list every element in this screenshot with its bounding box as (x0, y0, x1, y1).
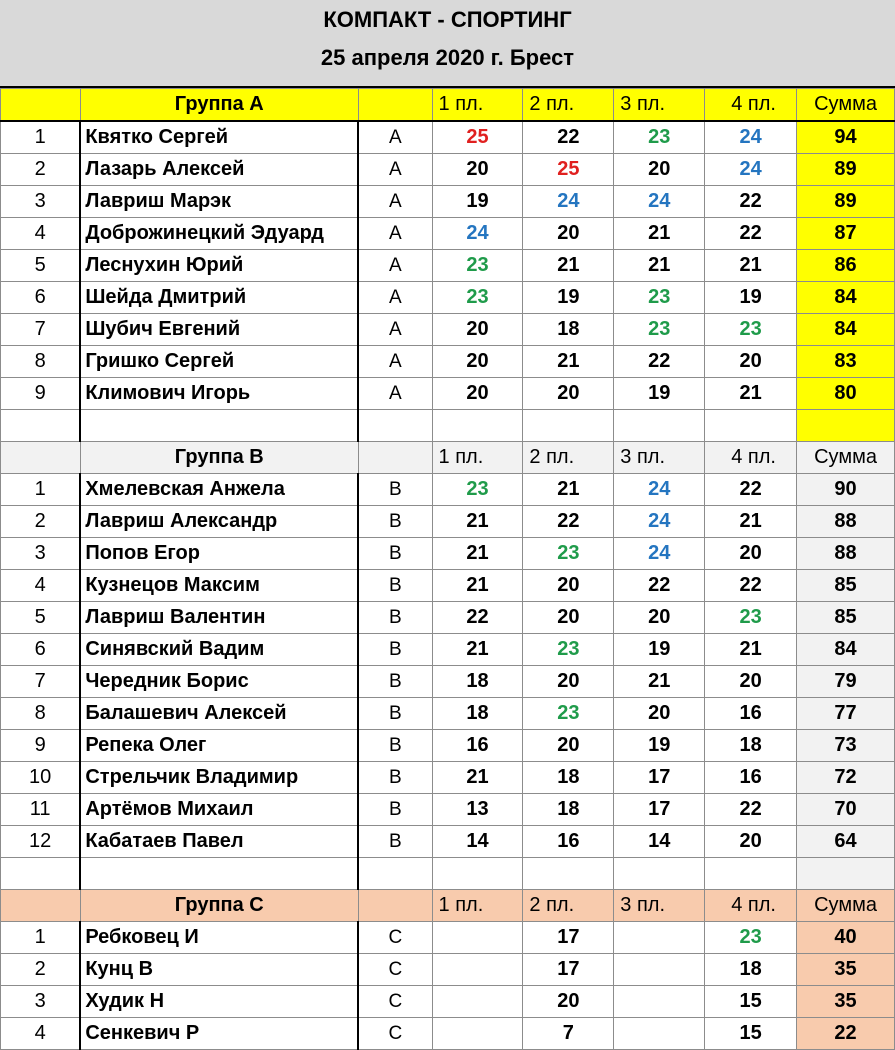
score-round-2: 17 (523, 922, 614, 954)
results-table (0, 88, 895, 1050)
spacer-cell (1, 858, 81, 890)
spacer-cell (432, 410, 523, 442)
table-row (1, 314, 895, 346)
score-round-4: 15 (705, 986, 797, 1018)
score-round-4: 22 (705, 474, 797, 506)
total-score: 70 (797, 794, 895, 826)
shooter-name: Стрельчик Владимир (80, 762, 358, 794)
shooter-name: Леснухин Юрий (80, 250, 358, 282)
header-blank (1, 442, 81, 474)
score-round-1: 25 (432, 121, 523, 154)
total-score: 85 (797, 570, 895, 602)
table-row (1, 474, 895, 506)
row-number: 3 (1, 538, 81, 570)
row-number: 7 (1, 666, 81, 698)
row-number: 4 (1, 218, 81, 250)
score-round-2: 24 (523, 186, 614, 218)
shooter-name: Гришко Сергей (80, 346, 358, 378)
total-score: 79 (797, 666, 895, 698)
score-round-3: 24 (614, 186, 705, 218)
table-row (1, 986, 895, 1018)
score-round-3: 19 (614, 378, 705, 410)
score-round-1: 23 (432, 474, 523, 506)
score-round-1: 18 (432, 666, 523, 698)
score-round-3: 17 (614, 794, 705, 826)
row-number: 1 (1, 474, 81, 506)
score-round-2: 21 (523, 474, 614, 506)
header-blank (1, 890, 81, 922)
score-round-3: 19 (614, 730, 705, 762)
group-letter: С (358, 954, 432, 986)
spacer-row (1, 858, 895, 890)
total-score: 80 (797, 378, 895, 410)
group-letter: В (358, 538, 432, 570)
score-round-1: 19 (432, 186, 523, 218)
score-round-1: 23 (432, 282, 523, 314)
score-round-1 (432, 986, 523, 1018)
score-round-4: 24 (705, 154, 797, 186)
total-score: 88 (797, 538, 895, 570)
group-letter: А (358, 282, 432, 314)
page-subtitle: 25 апреля 2020 г. Брест (320, 45, 575, 70)
score-round-1 (432, 922, 523, 954)
score-round-2: 22 (523, 506, 614, 538)
score-round-4: 23 (705, 922, 797, 954)
total-score: 83 (797, 346, 895, 378)
column-header-round-1: 1 пл. (432, 442, 523, 474)
group-letter: А (358, 186, 432, 218)
row-number: 5 (1, 250, 81, 282)
score-round-4: 22 (705, 186, 797, 218)
row-number: 3 (1, 186, 81, 218)
column-header-round-4: 4 пл. (705, 890, 797, 922)
table-row (1, 218, 895, 250)
score-round-1: 21 (432, 634, 523, 666)
total-score: 90 (797, 474, 895, 506)
score-round-1: 21 (432, 538, 523, 570)
score-round-4: 23 (705, 602, 797, 634)
row-number: 4 (1, 570, 81, 602)
column-header-round-3: 3 пл. (614, 890, 705, 922)
score-round-4: 20 (705, 346, 797, 378)
score-round-3: 21 (614, 666, 705, 698)
score-round-2: 16 (523, 826, 614, 858)
score-round-3 (614, 986, 705, 1018)
total-score: 89 (797, 186, 895, 218)
score-round-2: 17 (523, 954, 614, 986)
shooter-name: Попов Егор (80, 538, 358, 570)
row-number: 7 (1, 314, 81, 346)
row-number: 9 (1, 378, 81, 410)
shooter-name: Ребковец И (80, 922, 358, 954)
score-round-4: 18 (705, 730, 797, 762)
group-header-row (1, 89, 895, 122)
table-row (1, 698, 895, 730)
score-round-4: 21 (705, 634, 797, 666)
column-header-round-4: 4 пл. (705, 442, 797, 474)
shooter-name: Кузнецов Максим (80, 570, 358, 602)
column-header-round-2: 2 пл. (523, 89, 614, 122)
score-round-4: 19 (705, 282, 797, 314)
score-round-4: 21 (705, 378, 797, 410)
row-number: 6 (1, 282, 81, 314)
score-round-2: 20 (523, 986, 614, 1018)
shooter-name: Худик Н (80, 986, 358, 1018)
table-row (1, 826, 895, 858)
spacer-cell (1, 410, 81, 442)
table-row (1, 570, 895, 602)
table-row (1, 634, 895, 666)
score-round-2: 20 (523, 378, 614, 410)
group-name: Группа С (80, 890, 358, 922)
group-letter: В (358, 474, 432, 506)
total-score: 84 (797, 314, 895, 346)
total-score: 94 (797, 121, 895, 154)
shooter-name: Чередник Борис (80, 666, 358, 698)
group-letter: В (358, 602, 432, 634)
score-round-2: 21 (523, 250, 614, 282)
score-round-3: 23 (614, 282, 705, 314)
column-header-round-1: 1 пл. (432, 89, 523, 122)
score-round-3 (614, 1018, 705, 1050)
group-letter: В (358, 730, 432, 762)
header-blank (358, 442, 432, 474)
shooter-name: Лавриш Александр (80, 506, 358, 538)
column-header-round-4: 4 пл. (705, 89, 797, 122)
score-round-1: 20 (432, 154, 523, 186)
table-row (1, 250, 895, 282)
table-row (1, 154, 895, 186)
row-number: 1 (1, 121, 81, 154)
table-row (1, 121, 895, 154)
score-round-3: 14 (614, 826, 705, 858)
table-row (1, 378, 895, 410)
total-score: 40 (797, 922, 895, 954)
column-header-round-2: 2 пл. (523, 890, 614, 922)
table-row (1, 794, 895, 826)
row-number: 1 (1, 922, 81, 954)
score-round-4: 16 (705, 762, 797, 794)
score-round-3: 23 (614, 121, 705, 154)
group-letter: А (358, 154, 432, 186)
total-score: 87 (797, 218, 895, 250)
row-number: 8 (1, 698, 81, 730)
score-round-4: 20 (705, 538, 797, 570)
score-round-3: 21 (614, 250, 705, 282)
score-round-3 (614, 954, 705, 986)
total-score: 86 (797, 250, 895, 282)
score-round-4: 22 (705, 794, 797, 826)
total-score: 22 (797, 1018, 895, 1050)
score-round-2: 20 (523, 666, 614, 698)
group-letter: А (358, 250, 432, 282)
shooter-name: Шубич Евгений (80, 314, 358, 346)
score-round-4: 20 (705, 666, 797, 698)
score-round-2: 25 (523, 154, 614, 186)
spacer-cell (80, 410, 358, 442)
total-score: 88 (797, 506, 895, 538)
score-round-1: 18 (432, 698, 523, 730)
row-number: 5 (1, 602, 81, 634)
score-round-1: 23 (432, 250, 523, 282)
group-letter: С (358, 986, 432, 1018)
table-row (1, 1018, 895, 1050)
score-round-2: 20 (523, 570, 614, 602)
table-row (1, 730, 895, 762)
total-score: 35 (797, 954, 895, 986)
score-round-1: 21 (432, 506, 523, 538)
group-letter: А (358, 314, 432, 346)
score-round-1: 14 (432, 826, 523, 858)
group-header-row (1, 890, 895, 922)
score-round-1: 22 (432, 602, 523, 634)
score-round-4: 16 (705, 698, 797, 730)
score-round-3: 20 (614, 154, 705, 186)
score-round-2: 23 (523, 634, 614, 666)
group-letter: А (358, 218, 432, 250)
row-number: 6 (1, 634, 81, 666)
score-round-3: 24 (614, 506, 705, 538)
score-round-2: 18 (523, 762, 614, 794)
score-round-2: 20 (523, 218, 614, 250)
score-round-1 (432, 954, 523, 986)
total-score: 84 (797, 634, 895, 666)
column-header-sum: Сумма (797, 442, 895, 474)
shooter-name: Шейда Дмитрий (80, 282, 358, 314)
shooter-name: Кунц В (80, 954, 358, 986)
group-name: Группа В (80, 442, 358, 474)
row-number: 8 (1, 346, 81, 378)
score-round-2: 18 (523, 314, 614, 346)
row-number: 9 (1, 730, 81, 762)
score-round-2: 18 (523, 794, 614, 826)
group-letter: В (358, 506, 432, 538)
total-score: 64 (797, 826, 895, 858)
shooter-name: Артёмов Михаил (80, 794, 358, 826)
total-score: 85 (797, 602, 895, 634)
total-score: 35 (797, 986, 895, 1018)
score-round-3: 19 (614, 634, 705, 666)
group-letter: В (358, 826, 432, 858)
score-round-1: 20 (432, 314, 523, 346)
score-round-1: 21 (432, 570, 523, 602)
score-round-2: 22 (523, 121, 614, 154)
shooter-name: Кабатаев Павел (80, 826, 358, 858)
column-header-round-1: 1 пл. (432, 890, 523, 922)
score-round-2: 19 (523, 282, 614, 314)
table-row (1, 186, 895, 218)
group-letter: В (358, 762, 432, 794)
score-round-2: 23 (523, 538, 614, 570)
score-round-4: 23 (705, 314, 797, 346)
spacer-cell (797, 858, 895, 890)
column-header-round-3: 3 пл. (614, 89, 705, 122)
shooter-name: Лазарь Алексей (80, 154, 358, 186)
row-number: 12 (1, 826, 81, 858)
row-number: 2 (1, 954, 81, 986)
total-score: 77 (797, 698, 895, 730)
shooter-name: Лавриш Валентин (80, 602, 358, 634)
table-row (1, 922, 895, 954)
row-number: 3 (1, 986, 81, 1018)
score-round-1 (432, 1018, 523, 1050)
score-round-3 (614, 922, 705, 954)
score-round-1: 24 (432, 218, 523, 250)
score-round-3: 20 (614, 698, 705, 730)
score-round-1: 21 (432, 762, 523, 794)
spacer-row (1, 410, 895, 442)
group-letter: В (358, 698, 432, 730)
row-number: 2 (1, 154, 81, 186)
score-round-4: 22 (705, 570, 797, 602)
score-round-4: 22 (705, 218, 797, 250)
column-header-round-3: 3 пл. (614, 442, 705, 474)
score-round-4: 21 (705, 250, 797, 282)
title-band (0, 0, 895, 88)
score-round-1: 20 (432, 346, 523, 378)
group-name: Группа А (80, 89, 358, 122)
score-round-3: 24 (614, 538, 705, 570)
score-round-2: 21 (523, 346, 614, 378)
table-row (1, 954, 895, 986)
column-header-sum: Сумма (797, 89, 895, 122)
group-letter: В (358, 666, 432, 698)
score-round-1: 13 (432, 794, 523, 826)
score-round-3: 22 (614, 346, 705, 378)
score-round-1: 20 (432, 378, 523, 410)
group-letter: В (358, 634, 432, 666)
score-round-2: 20 (523, 602, 614, 634)
group-letter: В (358, 794, 432, 826)
score-round-4: 20 (705, 826, 797, 858)
score-round-2: 7 (523, 1018, 614, 1050)
table-row (1, 506, 895, 538)
shooter-name: Лавриш Марэк (80, 186, 358, 218)
score-round-3: 22 (614, 570, 705, 602)
column-header-sum: Сумма (797, 890, 895, 922)
header-blank (358, 890, 432, 922)
total-score: 84 (797, 282, 895, 314)
total-score: 89 (797, 154, 895, 186)
score-round-2: 23 (523, 698, 614, 730)
score-round-3: 23 (614, 314, 705, 346)
shooter-name: Синявский Вадим (80, 634, 358, 666)
score-round-3: 17 (614, 762, 705, 794)
shooter-name: Доброжинецкий Эдуард (80, 218, 358, 250)
group-letter: С (358, 922, 432, 954)
spacer-cell (523, 858, 614, 890)
spacer-cell (797, 410, 895, 442)
group-letter: С (358, 1018, 432, 1050)
shooter-name: Климович Игорь (80, 378, 358, 410)
spacer-cell (705, 858, 797, 890)
row-number: 10 (1, 762, 81, 794)
page-title: КОМПАКТ - СПОРТИНГ (323, 7, 572, 32)
score-round-1: 16 (432, 730, 523, 762)
spacer-cell (614, 410, 705, 442)
score-round-4: 21 (705, 506, 797, 538)
score-round-3: 20 (614, 602, 705, 634)
score-round-4: 18 (705, 954, 797, 986)
header-blank (358, 89, 432, 122)
score-round-4: 15 (705, 1018, 797, 1050)
score-round-3: 24 (614, 474, 705, 506)
spacer-cell (432, 858, 523, 890)
column-header-round-2: 2 пл. (523, 442, 614, 474)
row-number: 4 (1, 1018, 81, 1050)
group-letter: В (358, 570, 432, 602)
spacer-cell (614, 858, 705, 890)
group-header-row (1, 442, 895, 474)
shooter-name: Хмелевская Анжела (80, 474, 358, 506)
group-letter: А (358, 121, 432, 154)
table-row (1, 282, 895, 314)
row-number: 11 (1, 794, 81, 826)
row-number: 2 (1, 506, 81, 538)
shooter-name: Квятко Сергей (80, 121, 358, 154)
table-row (1, 666, 895, 698)
spacer-cell (358, 410, 432, 442)
table-row (1, 346, 895, 378)
spacer-cell (523, 410, 614, 442)
shooter-name: Сенкевич Р (80, 1018, 358, 1050)
shooter-name: Балашевич Алексей (80, 698, 358, 730)
score-round-2: 20 (523, 730, 614, 762)
score-round-3: 21 (614, 218, 705, 250)
spacer-cell (80, 858, 358, 890)
group-letter: А (358, 346, 432, 378)
total-score: 72 (797, 762, 895, 794)
spacer-cell (705, 410, 797, 442)
table-row (1, 602, 895, 634)
score-round-4: 24 (705, 121, 797, 154)
spacer-cell (358, 858, 432, 890)
table-row (1, 538, 895, 570)
header-blank (1, 89, 81, 122)
table-row (1, 762, 895, 794)
total-score: 73 (797, 730, 895, 762)
group-letter: А (358, 378, 432, 410)
shooter-name: Репека Олег (80, 730, 358, 762)
